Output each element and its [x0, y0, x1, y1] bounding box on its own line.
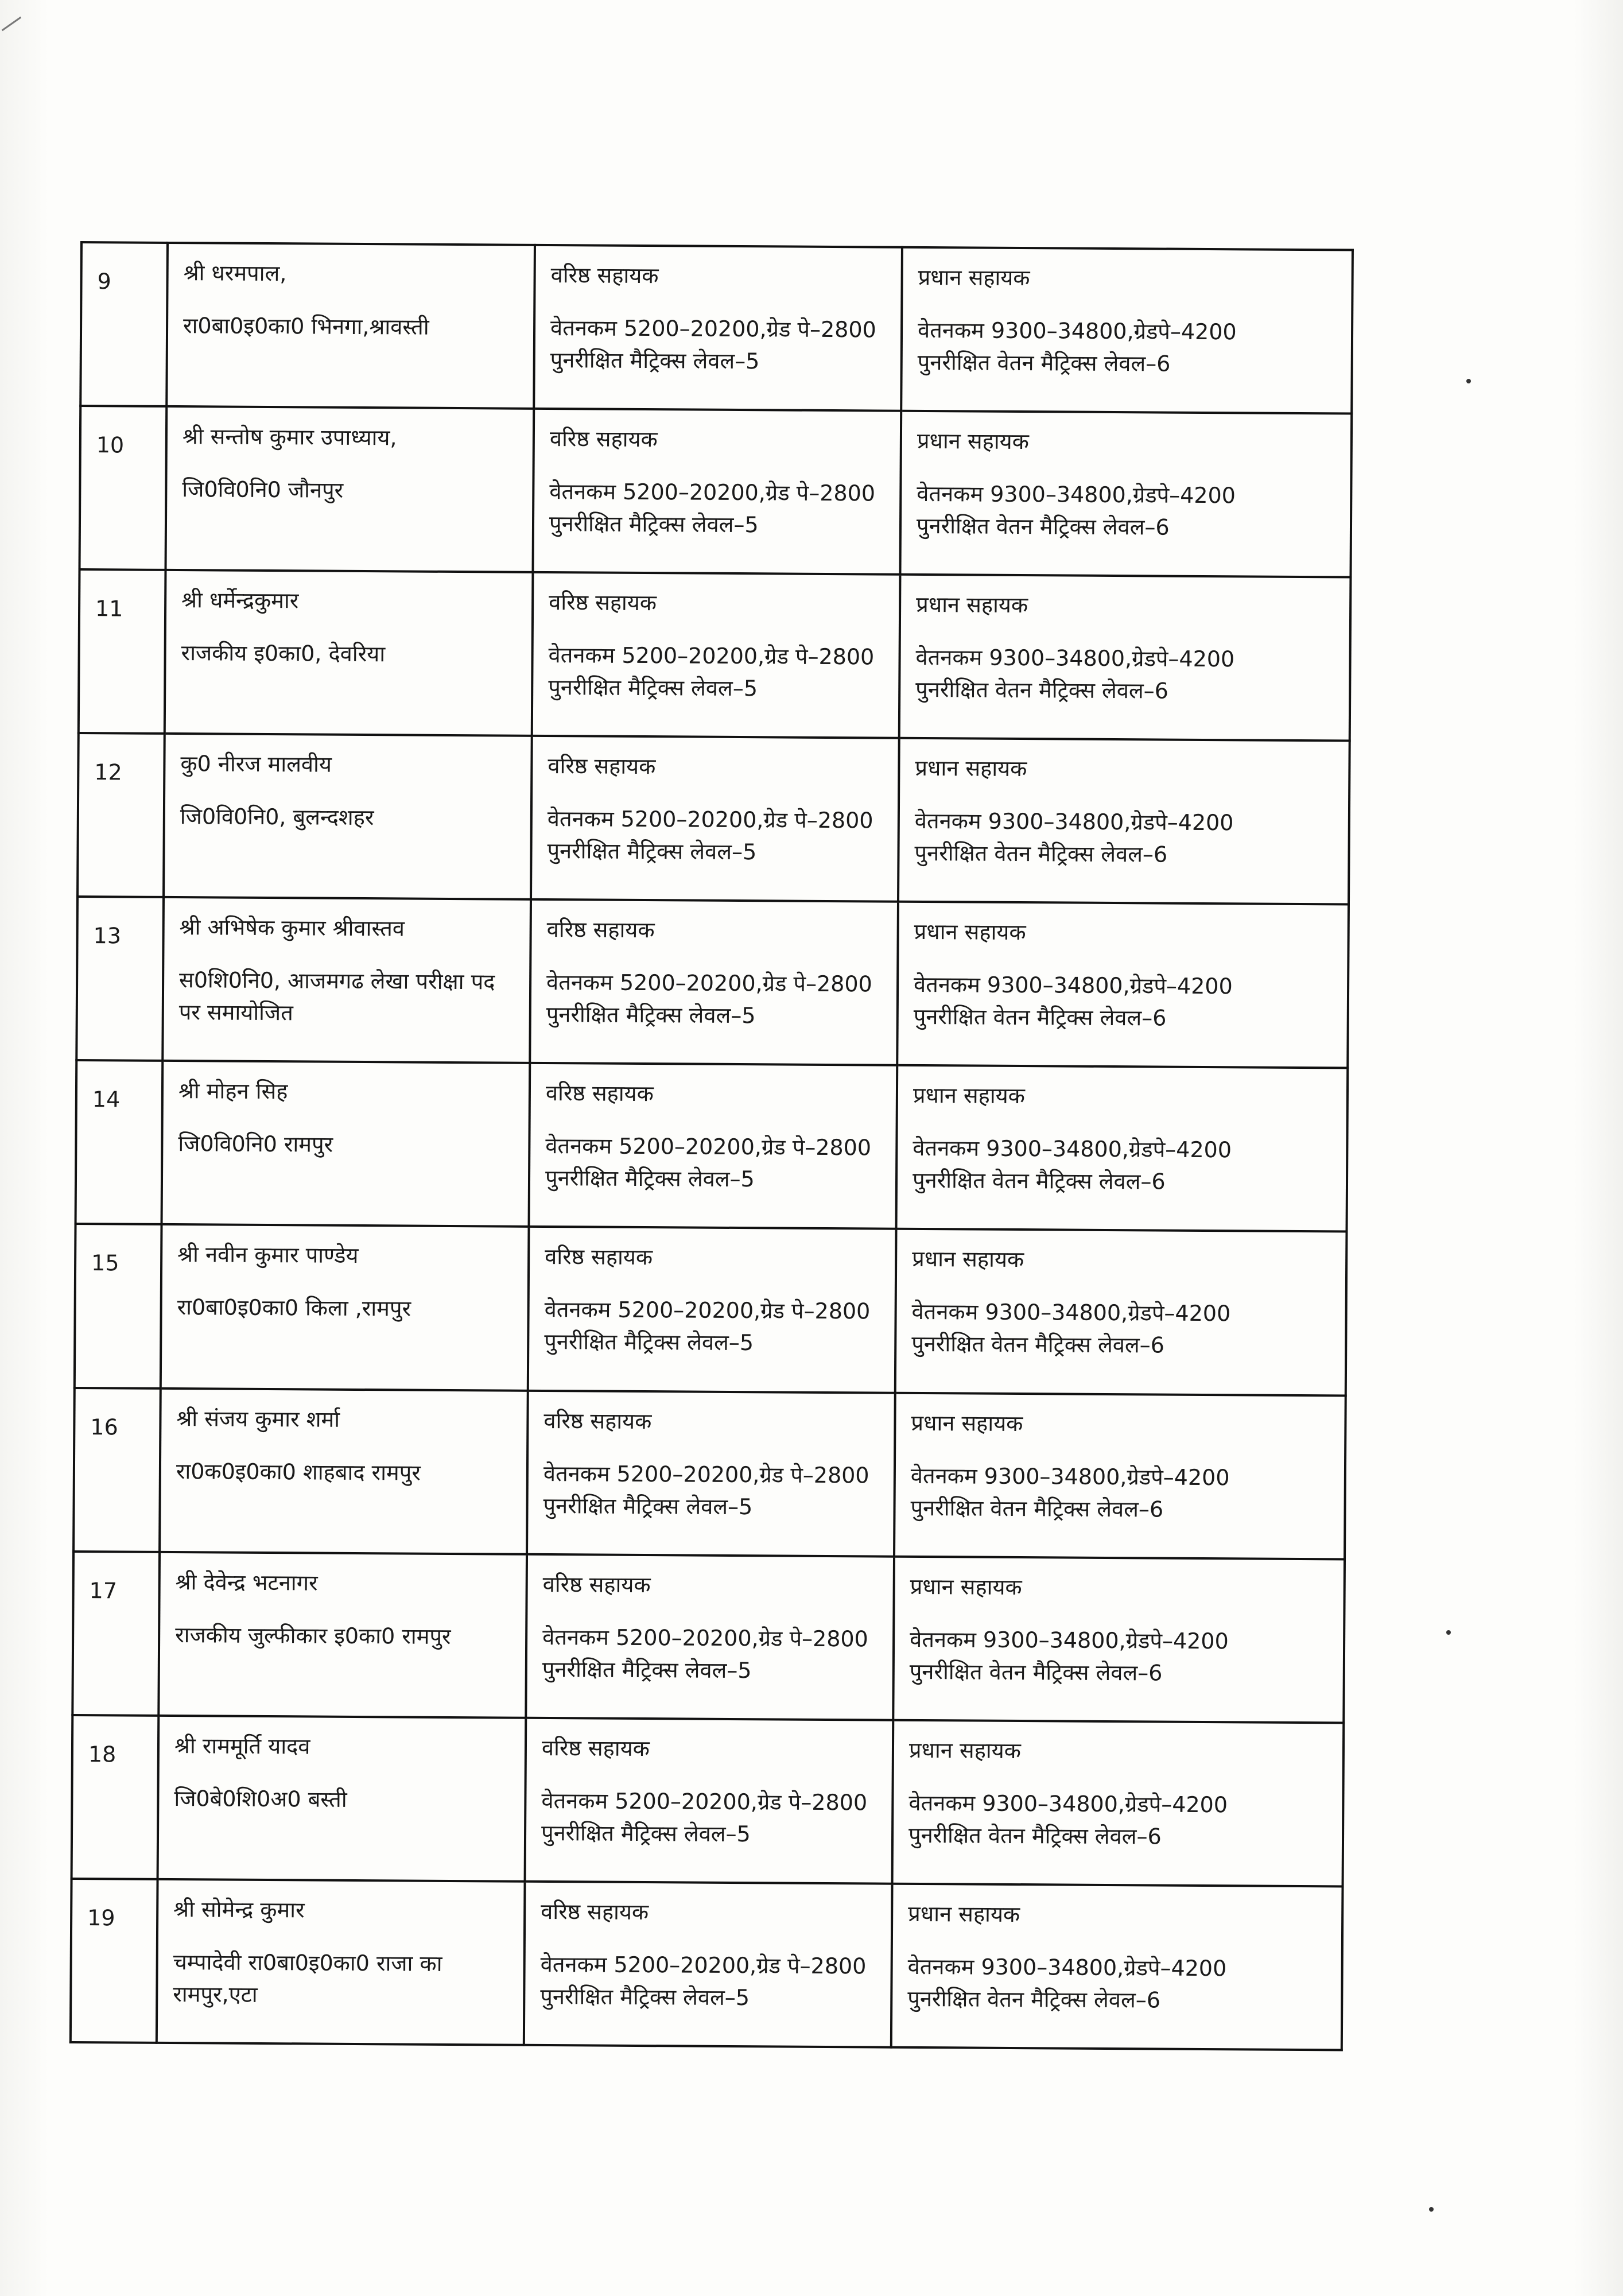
current-pay-scale: वेतनकम 5200–20200,ग्रेड पे–2800 [543, 1460, 869, 1488]
employee-office: राजकीय जुल्फीकार इ0का0 रामपुर [175, 1622, 451, 1649]
current-post-cell [532, 572, 900, 738]
employee-name: श्री राममूर्ति यादव [174, 1732, 310, 1759]
promoted-post-cell [899, 575, 1351, 741]
employee-office: रा0क0इ0का0 शाहबाद रामपुर [176, 1458, 421, 1486]
promoted-post-cell [892, 1720, 1344, 1886]
employee-cell [166, 243, 535, 409]
promoted-pay-matrix: पुनरीक्षित वेतन मैट्रिक्स लेवल–6 [911, 1331, 1165, 1359]
current-pay-scale: वेतनकम 5200–20200,ग्रेड पे–2800 [540, 1951, 867, 1979]
serial-number: 11 [79, 569, 166, 734]
employee-cell [158, 1716, 526, 1882]
table-row [73, 1388, 1346, 1560]
current-post: वरिष्ठ सहायक [545, 1244, 653, 1270]
table-row [80, 242, 1353, 414]
scan-speck [1446, 1630, 1451, 1635]
promotion-table [69, 241, 1354, 2051]
employee-name: श्री धर्मेन्द्रकुमार [181, 587, 299, 614]
promoted-post-cell [893, 1556, 1345, 1723]
table-row [76, 897, 1349, 1068]
promoted-pay-matrix: पुनरीक्षित वेतन मैट्रिक्स लेवल–6 [913, 1004, 1167, 1031]
promoted-post-cell [901, 247, 1353, 414]
promoted-pay-matrix: पुनरीक्षित वेतन मैट्रिक्स लेवल–6 [910, 1495, 1164, 1522]
promoted-post: प्रधान सहायक [913, 1083, 1026, 1109]
employee-name: श्री देवेन्द्र भटनागर [175, 1569, 318, 1596]
current-pay-matrix: पुनरीक्षित मैट्रिक्स लेवल–5 [548, 674, 758, 701]
promoted-pay-scale: वेतनकम 9300–34800,ग्रेडपे–4200 [907, 1953, 1227, 1981]
current-pay-matrix: पुनरीक्षित मैट्रिक्स लेवल–5 [545, 1165, 755, 1192]
current-pay-scale: वेतनकम 5200–20200,ग्रेड पे–2800 [549, 479, 876, 506]
promoted-post-cell [900, 411, 1352, 577]
promoted-pay-scale: वेतनकम 9300–34800,ग्रेडपे–4200 [910, 1626, 1229, 1654]
promoted-pay-matrix: पुनरीक्षित वेतन मैट्रिक्स लेवल–6 [916, 513, 1170, 540]
table-row [72, 1552, 1345, 1723]
employee-office: रा0बा0इ0का0 किला ,रामपुर [177, 1294, 411, 1322]
promoted-post: प्रधान सहायक [917, 428, 1029, 455]
employee-office: राजकीय इ0का0, देवरिया [181, 640, 386, 667]
promoted-post: प्रधान सहायक [912, 1246, 1024, 1273]
promoted-post-cell [895, 1229, 1347, 1395]
table-row [72, 1715, 1344, 1887]
serial-number: 10 [80, 406, 167, 570]
current-pay-scale: वेतनकम 5200–20200,ग्रेड पे–2800 [544, 1297, 871, 1324]
employee-name: श्री संजय कुमार शर्मा [176, 1405, 340, 1432]
current-post: वरिष्ठ सहायक [549, 426, 658, 452]
current-pay-matrix: पुनरीक्षित मैट्रिक्स लेवल–5 [543, 1492, 753, 1519]
promoted-pay-scale: वेतनकम 9300–34800,ग्रेडपे–4200 [913, 1135, 1232, 1163]
serial-number: 16 [73, 1388, 161, 1552]
employee-cell [157, 1879, 525, 2045]
promoted-pay-scale: वेतनकम 9300–34800,ग्रेडपे–4200 [913, 972, 1233, 999]
current-pay-scale: वेतनकम 5200–20200,ग्रेड पे–2800 [545, 1133, 872, 1161]
table-row [76, 1060, 1348, 1232]
employee-cell [158, 1552, 527, 1718]
current-post: वरिष्ठ सहायक [549, 589, 657, 616]
employee-office: जि0वि0नि0 जौनपुर [182, 476, 344, 503]
table-row [71, 1879, 1343, 2050]
promoted-pay-matrix: पुनरीक्षित वेतन मैट्रिक्स लेवल–6 [908, 1822, 1162, 1849]
promoted-pay-scale: वेतनकम 9300–34800,ग्रेडपे–4200 [911, 1299, 1231, 1327]
employee-cell [166, 406, 534, 572]
current-pay-scale: वेतनकम 5200–20200,ग्रेड पे–2800 [547, 806, 873, 833]
current-pay-scale: वेतनकम 5200–20200,ग्रेड पे–2800 [541, 1787, 868, 1816]
current-pay-matrix: पुनरीक्षित मैट्रिक्स लेवल–5 [544, 1329, 754, 1356]
current-pay-scale: वेतनकम 5200–20200,ग्रेड पे–2800 [550, 315, 876, 343]
current-post-cell [531, 736, 899, 902]
employee-office: चम्पादेवी रा0बा0इ0का0 राजा का रामपुर,एटा [173, 1949, 442, 2007]
current-pay-matrix: पुनरीक्षित मैट्रिक्स लेवल–5 [549, 511, 759, 538]
promoted-pay-scale: वेतनकम 9300–34800,ग्रेडपे–4200 [915, 645, 1235, 672]
current-post: वरिष्ठ सहायक [541, 1898, 649, 1925]
employee-cell [165, 570, 533, 736]
promoted-post-cell [894, 1393, 1346, 1559]
current-post-cell [525, 1717, 894, 1883]
current-post-cell [526, 1554, 894, 1720]
promoted-pay-matrix: पुनरीक्षित वेतन मैट्रिक्स लेवल–6 [914, 840, 1168, 867]
promoted-post: प्रधान सहायक [914, 919, 1026, 945]
table-row [75, 1224, 1347, 1395]
current-post-cell [527, 1390, 895, 1556]
current-post-cell [524, 1882, 892, 2047]
employee-name: कु0 नीरज मालवीय [180, 751, 332, 777]
table-row [79, 569, 1351, 741]
promoted-pay-matrix: पुनरीक्षित वेतन मैट्रिक्स लेवल–6 [907, 1985, 1161, 2013]
scan-speck [1429, 2207, 1434, 2212]
table-row [77, 733, 1350, 905]
current-pay-matrix: पुनरीक्षित मैट्रिक्स लेवल–5 [546, 1002, 756, 1029]
promoted-post-cell [891, 1883, 1343, 2050]
current-post: वरिष्ठ सहायक [545, 1080, 654, 1107]
employee-name: श्री धरमपाल, [183, 260, 287, 286]
employee-office: जि0वि0नि0 रामपुर [178, 1131, 333, 1158]
promoted-pay-matrix: पुनरीक्षित वेतन मैट्रिक्स लेवल–6 [912, 1168, 1166, 1194]
serial-number: 13 [76, 897, 164, 1061]
employee-cell [160, 1388, 528, 1554]
employee-cell [162, 897, 531, 1063]
current-pay-matrix: पुनरीक्षित मैट्रिक्स लेवल–5 [550, 347, 760, 374]
current-pay-scale: वेतनकम 5200–20200,ग्रेड पे–2800 [546, 969, 872, 997]
employee-name: श्री नवीन कुमार पाण्डेय [177, 1242, 359, 1269]
promoted-post: प्रधान सहायक [918, 264, 1030, 291]
serial-number: 15 [75, 1224, 162, 1388]
employee-cell [162, 1061, 530, 1227]
promoted-post: प्रधान सहायक [916, 592, 1028, 618]
current-pay-scale: वेतनकम 5200–20200,ग्रेड पे–2800 [542, 1624, 868, 1652]
employee-name: श्री सोमेन्द्र कुमार [173, 1896, 305, 1923]
serial-number: 12 [77, 733, 165, 897]
serial-number: 19 [71, 1879, 158, 2043]
table-row [80, 406, 1352, 577]
serial-number: 18 [72, 1715, 159, 1879]
current-post: वरिष्ठ सहायक [543, 1407, 652, 1434]
current-pay-matrix: पुनरीक्षित मैट्रिक्स लेवल–5 [547, 838, 757, 865]
promoted-pay-scale: वेतनकम 9300–34800,ग्रेडपे–4200 [910, 1463, 1230, 1490]
employee-office: स0शि0नि0, आजमगढ लेखा परीक्षा पद पर समायोजित [178, 967, 495, 1026]
employee-cell [161, 1224, 529, 1390]
promoted-pay-scale: वेतनकम 9300–34800,ग्रेडपे–4200 [917, 480, 1236, 509]
employee-office: जि0वि0नि0, बुलन्दशहर [180, 804, 374, 831]
current-post-cell [530, 899, 898, 1065]
promoted-post: प्रधान सहायक [910, 1573, 1022, 1600]
promoted-pay-scale: वेतनकम 9300–34800,ग्रेडपे–4200 [914, 808, 1234, 836]
promotion-table-wrapper [69, 241, 1352, 2051]
promoted-post: प्रधान सहायक [911, 1410, 1023, 1436]
scan-speck [1466, 379, 1471, 383]
employee-office: जि0बे0शि0अ0 बस्ती [174, 1785, 347, 1812]
promoted-post: प्रधान सहायक [915, 755, 1027, 782]
promoted-post-cell [898, 738, 1350, 905]
current-pay-matrix: पुनरीक्षित मैट्रिक्स लेवल–5 [542, 1656, 752, 1683]
promoted-post-cell [896, 1065, 1348, 1232]
current-pay-matrix: पुनरीक्षित मैट्रिक्स लेवल–5 [541, 1820, 751, 1847]
current-post-cell [534, 245, 902, 411]
current-post-cell [533, 409, 901, 575]
current-post: वरिष्ठ सहायक [546, 917, 655, 943]
promoted-post: प्रधान सहायक [908, 1737, 1022, 1763]
serial-number: 17 [72, 1552, 160, 1716]
promoted-post-cell [897, 902, 1349, 1068]
promoted-pay-matrix: पुनरीक्षित वेतन मैट्रिक्स लेवल–6 [909, 1658, 1163, 1686]
serial-number: 14 [76, 1060, 163, 1224]
promoted-pay-scale: वेतनकम 9300–34800,ग्रेडपे–4200 [917, 317, 1237, 345]
page-corner-mark [2, 17, 21, 31]
promoted-pay-matrix: पुनरीक्षित वेतन मैट्रिक्स लेवल–6 [915, 677, 1169, 704]
employee-office: रा0बा0इ0का0 भिनगा,श्रावस्ती [183, 313, 429, 340]
promoted-post: प्रधान सहायक [908, 1901, 1020, 1927]
employee-name: श्री मोहन सिह [178, 1078, 288, 1104]
current-pay-matrix: पुनरीक्षित मैट्रिक्स लेवल–5 [540, 1983, 750, 2010]
current-post: वरिष्ठ सहायक [542, 1571, 651, 1597]
promoted-pay-matrix: पुनरीक्षित वेतन मैट्रिक्स लेवल–6 [917, 349, 1171, 377]
promoted-pay-scale: वेतनकम 9300–34800,ग्रेडपे–4200 [908, 1790, 1228, 1817]
serial-number: 9 [80, 242, 168, 406]
employee-name: श्री सन्तोष कुमार उपाध्याय, [182, 424, 397, 451]
current-post: वरिष्ठ सहायक [550, 262, 659, 289]
current-pay-scale: वेतनकम 5200–20200,ग्रेड पे–2800 [548, 642, 875, 670]
employee-cell [164, 734, 532, 899]
employee-name: श्री अभिषेक कुमार श्रीवास्तव [179, 914, 405, 941]
current-post-cell [529, 1063, 898, 1229]
current-post: वरिष्ठ सहायक [548, 753, 656, 779]
current-post: वरिष्ठ सहायक [541, 1735, 650, 1761]
current-post-cell [528, 1227, 896, 1393]
